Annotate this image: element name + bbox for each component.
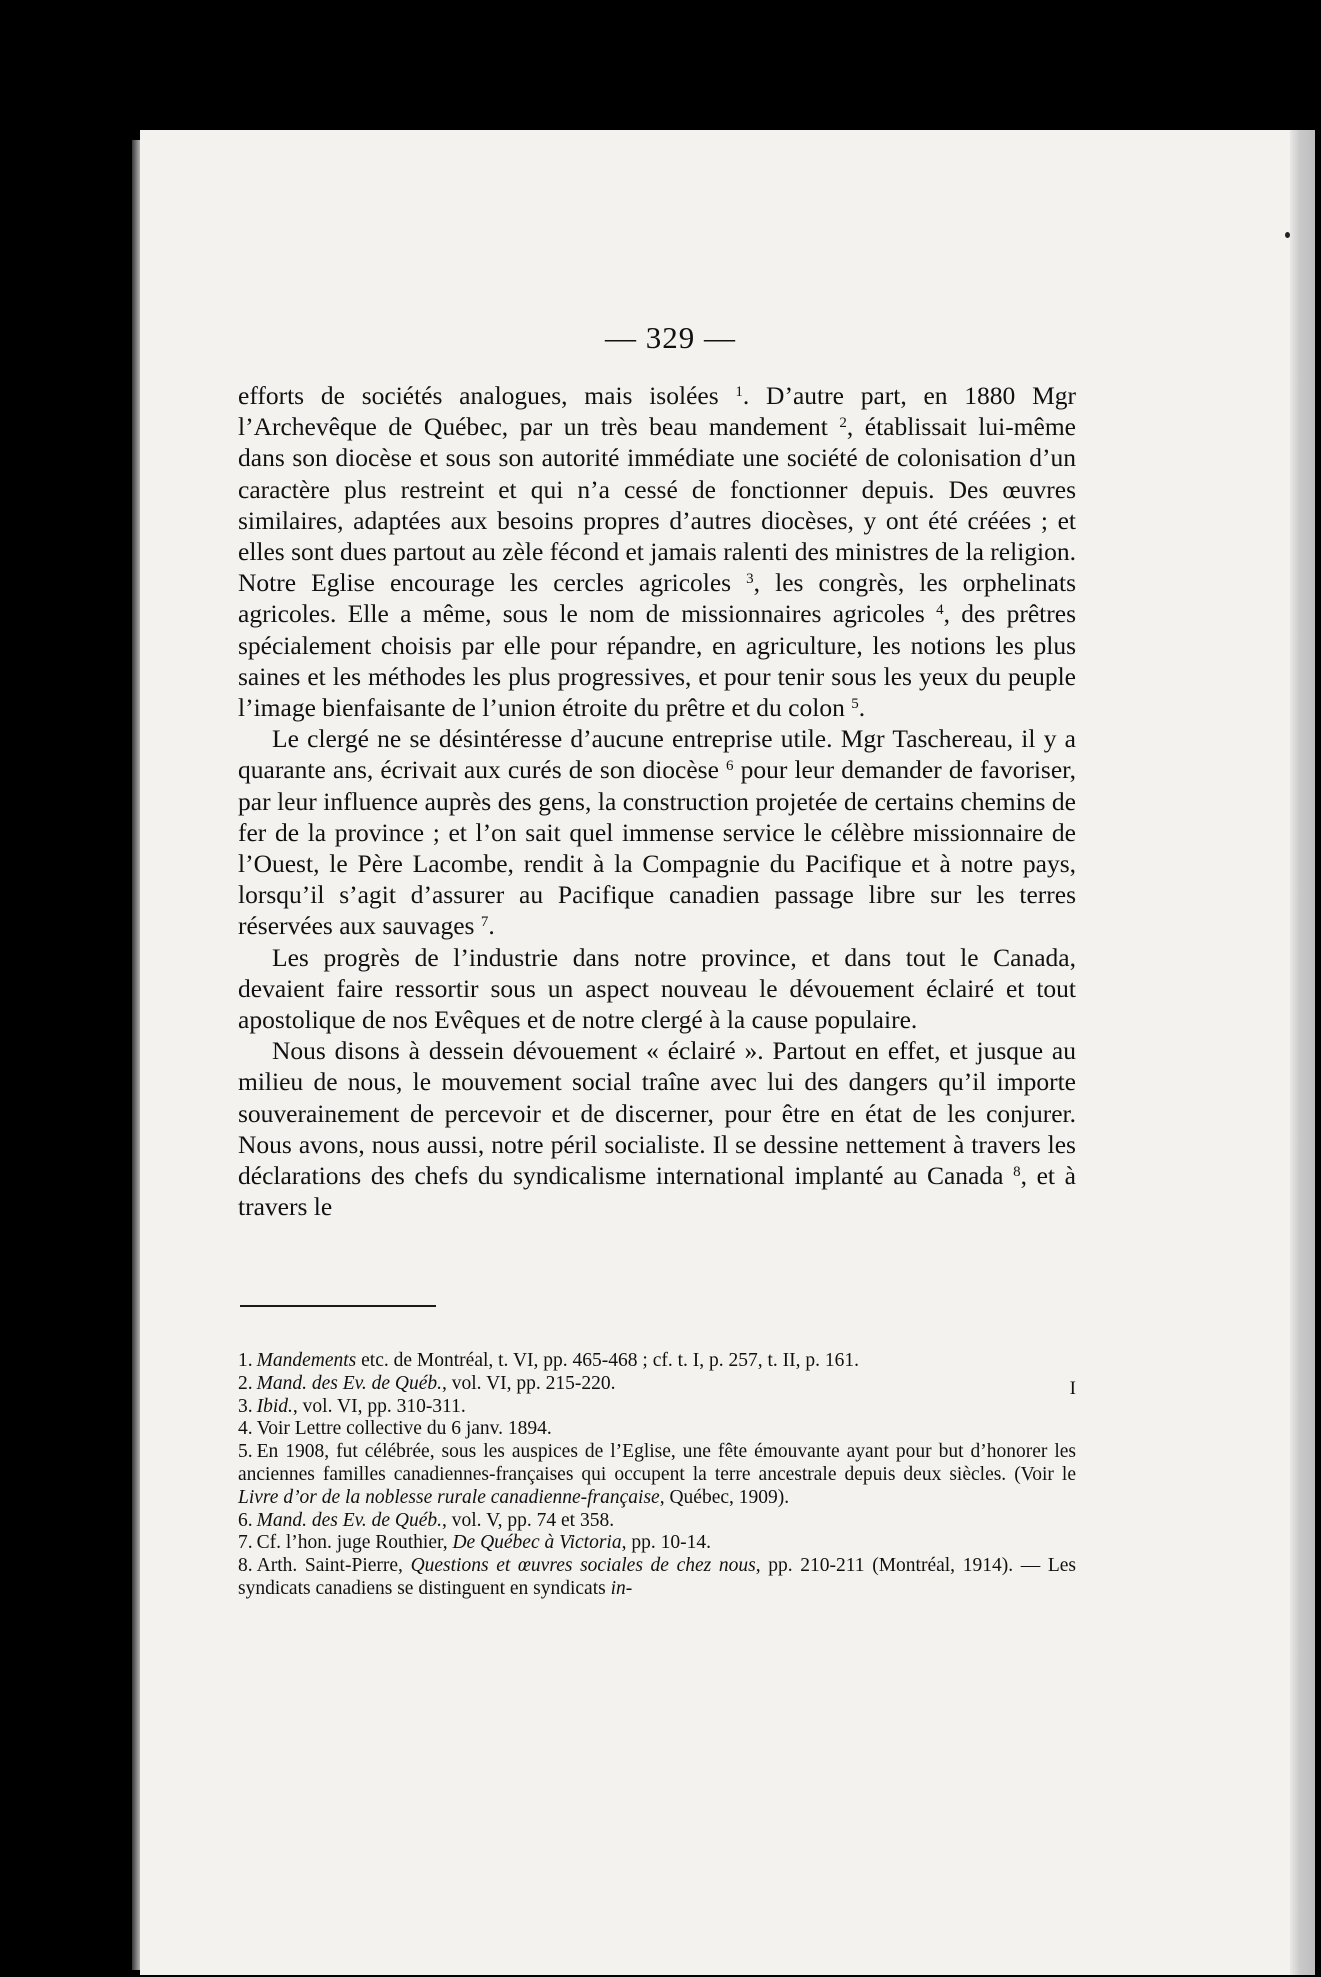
footnote <box>238 1418 1076 1441</box>
footnote-text: , Québec, 1909). <box>659 1486 790 1508</box>
footnote-reference: 6 <box>726 758 734 775</box>
footnote-separator <box>240 1305 436 1307</box>
page-number: — 329 — <box>605 320 736 355</box>
footnote-text: , vol. VI, pp. 215-220. <box>442 1372 616 1394</box>
text-run: , établissait lui-même dans son diocèse et sous son autorité immédiate une société de colonisation d’un caractère plus restreint et qui n’a cessé de fonctionner depuis. Des œuvres similaires, adaptées aux besoins propres d’autres diocèses, y ont été créées ; et elles sont dues partout au zèle fécond et jamais ralenti des ministres de la religion. Notre Eglise encourage les cercles agricoles <box>238 412 1076 598</box>
footnote <box>238 1532 1076 1555</box>
footnote-reference: 5 <box>851 696 859 713</box>
text-run: , les congrès, les orphelinats agricoles. Elle a même, sous le nom de missionnaires agricoles <box>238 568 1076 629</box>
footnote-number: 7. <box>238 1532 253 1554</box>
footnote-reference: 7 <box>480 914 489 931</box>
footnote-text: En 1908, fut célébrée, sous les auspices de l’Eglise, une fête émouvante ayant pour but d’honorer les anciennes familles canadiennes-françaises qui occupent la terre ancestrale depuis deux siècles. (Voir le <box>238 1441 1076 1485</box>
footnote-text: , vol. VI, pp. 310-311. <box>292 1395 466 1417</box>
footnote-number: 6. <box>238 1509 253 1531</box>
text-run: Nous disons à dessein dévouement « éclairé ». Partout en effet, et jusque au milieu de nous, le mouvement social traîne avec lui des dangers qu’il importe souverainement de percevoir et de discerner, pour être en état de les conjurer. Nous avons, nous aussi, notre péril socialiste. Il se dessine nettement à travers les déclarations des chefs du syndicalisme international implanté au Canada <box>238 1036 1076 1191</box>
footnote-title: Mandements <box>256 1350 357 1371</box>
footnote <box>238 1350 1076 1373</box>
footnote-number: 2. <box>238 1372 253 1394</box>
footnote-number: 5. <box>238 1441 253 1463</box>
body-paragraph <box>238 942 1076 1036</box>
body-paragraph <box>238 1035 1076 1222</box>
footnote-title: Ibid. <box>256 1395 293 1417</box>
body-text <box>238 380 1076 1222</box>
footnote-title: De Québec à Victoria <box>452 1532 622 1554</box>
footnote <box>238 1441 1076 1509</box>
footnote-reference: 2 <box>839 415 847 432</box>
footnote-title: Livre d’or de la noblesse rurale canadienne-française <box>238 1486 660 1508</box>
footnote-reference: 8 <box>1013 1164 1021 1181</box>
footnote-text: , pp. 10-14. <box>621 1532 711 1554</box>
footnote-title: Mand. des Ev. de Québ. <box>256 1509 442 1531</box>
footnote-text: Voir Lettre collective du 6 janv. 1894. <box>256 1418 552 1440</box>
footnote <box>238 1555 1076 1601</box>
text-run: pour leur demander de favoriser, par leur influence auprès des gens, la construction projetée de certains chemins de fer de la province ; et l’on sait quel immense service le célèbre missionnaire de l’Ouest, le Père Lacombe, rendit à la Compagnie du Pacifique et à notre pays, lorsqu’il s’agit d’assurer au Pacifique canadien passage libre sur les terres réservées aux sauvages <box>238 755 1076 941</box>
footnote-number: 3. <box>238 1395 253 1417</box>
text-run: . D’autre part, en 1880 Mgr l’Archevêque de Québec, par un très beau mandement <box>238 381 1076 442</box>
footnote-text: , vol. V, pp. 74 et 358. <box>442 1509 615 1531</box>
footnote-reference: 3 <box>746 571 754 588</box>
text-run: Les progrès de l’industrie dans notre province, et dans tout le Canada, devaient faire ressortir sous un aspect nouveau le dévouement éclairé et tout apostolique de nos Evêques et de notre clergé à la cause populaire. <box>238 942 1076 1035</box>
text-run: Le clergé ne se désintéresse d’aucune entreprise utile. Mgr Taschereau, il y a quarante ans, écrivait aux curés de son diocèse <box>238 724 1076 785</box>
page-right-edge <box>1290 130 1315 1975</box>
footnote-title: in- <box>610 1577 633 1599</box>
dust-speck <box>1285 232 1290 238</box>
footnote-reference: 1 <box>735 384 743 400</box>
footnote-text: Cf. l’hon. juge Routhier, <box>256 1532 453 1554</box>
text-run: efforts de sociétés analogues, mais isolées <box>238 381 736 410</box>
footnote-number: 1. <box>238 1350 253 1371</box>
footnote-title: Questions et œuvres sociales de chez nous <box>410 1555 756 1577</box>
footnote-text: etc. de Montréal, t. VI, pp. 465-468 ; cf. t. I, p. 257, t. II, p. 161. <box>356 1350 860 1371</box>
footnote <box>238 1373 1076 1396</box>
footnotes <box>238 1350 1076 1601</box>
body-paragraph <box>238 723 1076 941</box>
footnote-title: Mand. des Ev. de Québ. <box>256 1372 442 1394</box>
text-run: . <box>488 911 495 941</box>
footnote-text: , pp. 210-211 (Montréal, 1914). — Les syndicats canadiens se distinguent en syndicats <box>238 1555 1077 1599</box>
footnote <box>238 1396 1076 1419</box>
footnote-number: 8. <box>238 1555 253 1577</box>
footnote-reference: 4 <box>936 602 944 619</box>
footnote-text: Arth. Saint-Pierre, <box>256 1555 411 1577</box>
footnote <box>238 1510 1076 1533</box>
text-run: , et à travers le <box>238 1161 1076 1222</box>
text-run: , des prêtres spécialement choisis par elle pour répandre, en agriculture, les notions les plus saines et les méthodes les plus progressives, et pour tenir sous les yeux du peuple l’image bienfaisante de l’union étroite du prêtre et du colon <box>238 599 1076 723</box>
text-run: . <box>858 693 866 723</box>
signature-mark: I <box>1069 1378 1076 1399</box>
body-paragraph <box>238 380 1076 723</box>
footnote-number: 4. <box>238 1418 253 1440</box>
